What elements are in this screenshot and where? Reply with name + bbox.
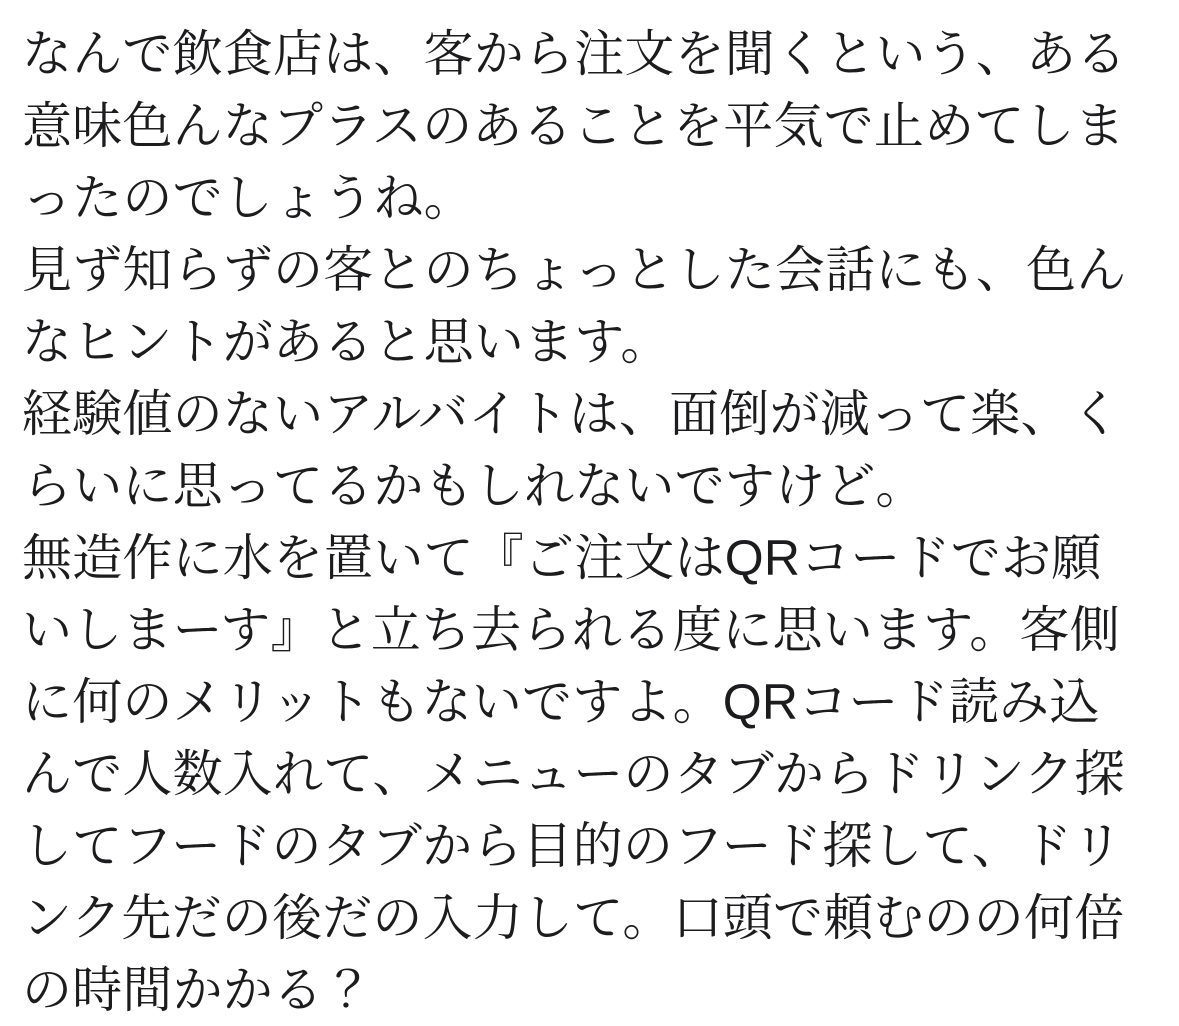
paragraph-4: 無造作に水を置いて『ご注文はQRコードでお願いしまーす』と立ち去られる度に思います。客側に何のメリットもないですよ。QRコード読み込んで人数入れて、メニューのタブからドリンク探してフードのタブから目的のフード探して、ドリンク先だの後だの入力して。口頭で頼むのの何倍の時間かかる？ — [22, 530, 1125, 1018]
paragraph-3: 経験値のないアルバイトは、面倒が減って楽、くらいに思ってるかもしれないですけど。 — [22, 386, 1121, 514]
document-text-body — [22, 18, 1149, 1026]
paragraph-2: 見ず知らずの客とのちょっとした会話にも、色んなヒントがあると思います。 — [22, 242, 1127, 370]
paragraph-1: なんで飲食店は、客から注文を聞くという、ある意味色んなプラスのあることを平気で止めてしまったのでしょうね。 — [22, 26, 1127, 226]
